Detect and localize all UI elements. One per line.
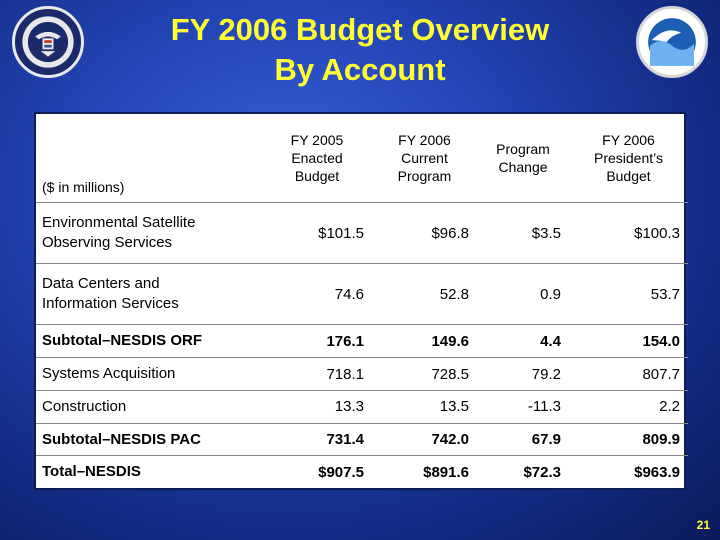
- cell-value: $3.5: [477, 203, 569, 264]
- table-row: [36, 358, 688, 391]
- title-line-2: By Account: [274, 52, 446, 87]
- col-header-fy2006-presidents: FY 2006 President’s Budget: [593, 132, 663, 184]
- slide-title: [100, 10, 620, 90]
- cell-value: 0.9: [477, 264, 569, 325]
- cell-value: 718.1: [262, 358, 372, 391]
- cell-value: 807.7: [569, 358, 688, 391]
- eagle-seal-icon: [15, 9, 81, 75]
- cell-value: 728.5: [372, 358, 477, 391]
- units-label: ($ in millions): [42, 179, 125, 195]
- cell-value: 742.0: [372, 423, 477, 456]
- cell-value: 2.2: [569, 390, 688, 423]
- cell-value: 4.4: [477, 325, 569, 358]
- noaa-logo: [636, 6, 708, 78]
- table-row: [36, 390, 688, 423]
- row-label: Construction: [36, 390, 262, 423]
- row-label: Subtotal–NESDIS ORF: [36, 325, 262, 358]
- cell-value: 79.2: [477, 358, 569, 391]
- cell-value: $907.5: [262, 456, 372, 488]
- table-header-row: [36, 114, 688, 203]
- row-label: Total–NESDIS: [36, 456, 262, 488]
- commerce-seal-logo: [12, 6, 84, 78]
- cell-value: $100.3: [569, 203, 688, 264]
- table-row-total: [36, 456, 688, 488]
- cell-value: $101.5: [262, 203, 372, 264]
- cell-value: 52.8: [372, 264, 477, 325]
- cell-value: 13.5: [372, 390, 477, 423]
- cell-value: $891.6: [372, 456, 477, 488]
- cell-value: 176.1: [262, 325, 372, 358]
- budget-table: [36, 114, 688, 488]
- cell-value: $72.3: [477, 456, 569, 488]
- row-label: Environmental Satellite Observing Services: [36, 203, 262, 264]
- row-label: Systems Acquisition: [36, 358, 262, 391]
- cell-value: $963.9: [569, 456, 688, 488]
- budget-table-container: [34, 112, 686, 490]
- cell-value: 74.6: [262, 264, 372, 325]
- page-number: 21: [696, 518, 710, 532]
- cell-value: 67.9: [477, 423, 569, 456]
- cell-value: -11.3: [477, 390, 569, 423]
- col-header-fy2005-enacted: FY 2005 Enacted Budget: [290, 132, 344, 184]
- cell-value: $96.8: [372, 203, 477, 264]
- noaa-bird-icon: [639, 9, 705, 75]
- col-header-fy2006-current: FY 2006 Current Program: [397, 132, 452, 184]
- cell-value: 13.3: [262, 390, 372, 423]
- cell-value: 53.7: [569, 264, 688, 325]
- table-row: [36, 264, 688, 325]
- row-label: Data Centers and Information Services: [36, 264, 262, 325]
- title-line-1: FY 2006 Budget Overview: [170, 12, 550, 47]
- table-row: [36, 203, 688, 264]
- cell-value: 809.9: [569, 423, 688, 456]
- cell-value: 154.0: [569, 325, 688, 358]
- table-row-subtotal: [36, 325, 688, 358]
- cell-value: 149.6: [372, 325, 477, 358]
- table-row-subtotal: [36, 423, 688, 456]
- cell-value: 731.4: [262, 423, 372, 456]
- col-header-program-change: Program Change: [496, 141, 550, 175]
- row-label: Subtotal–NESDIS PAC: [36, 423, 262, 456]
